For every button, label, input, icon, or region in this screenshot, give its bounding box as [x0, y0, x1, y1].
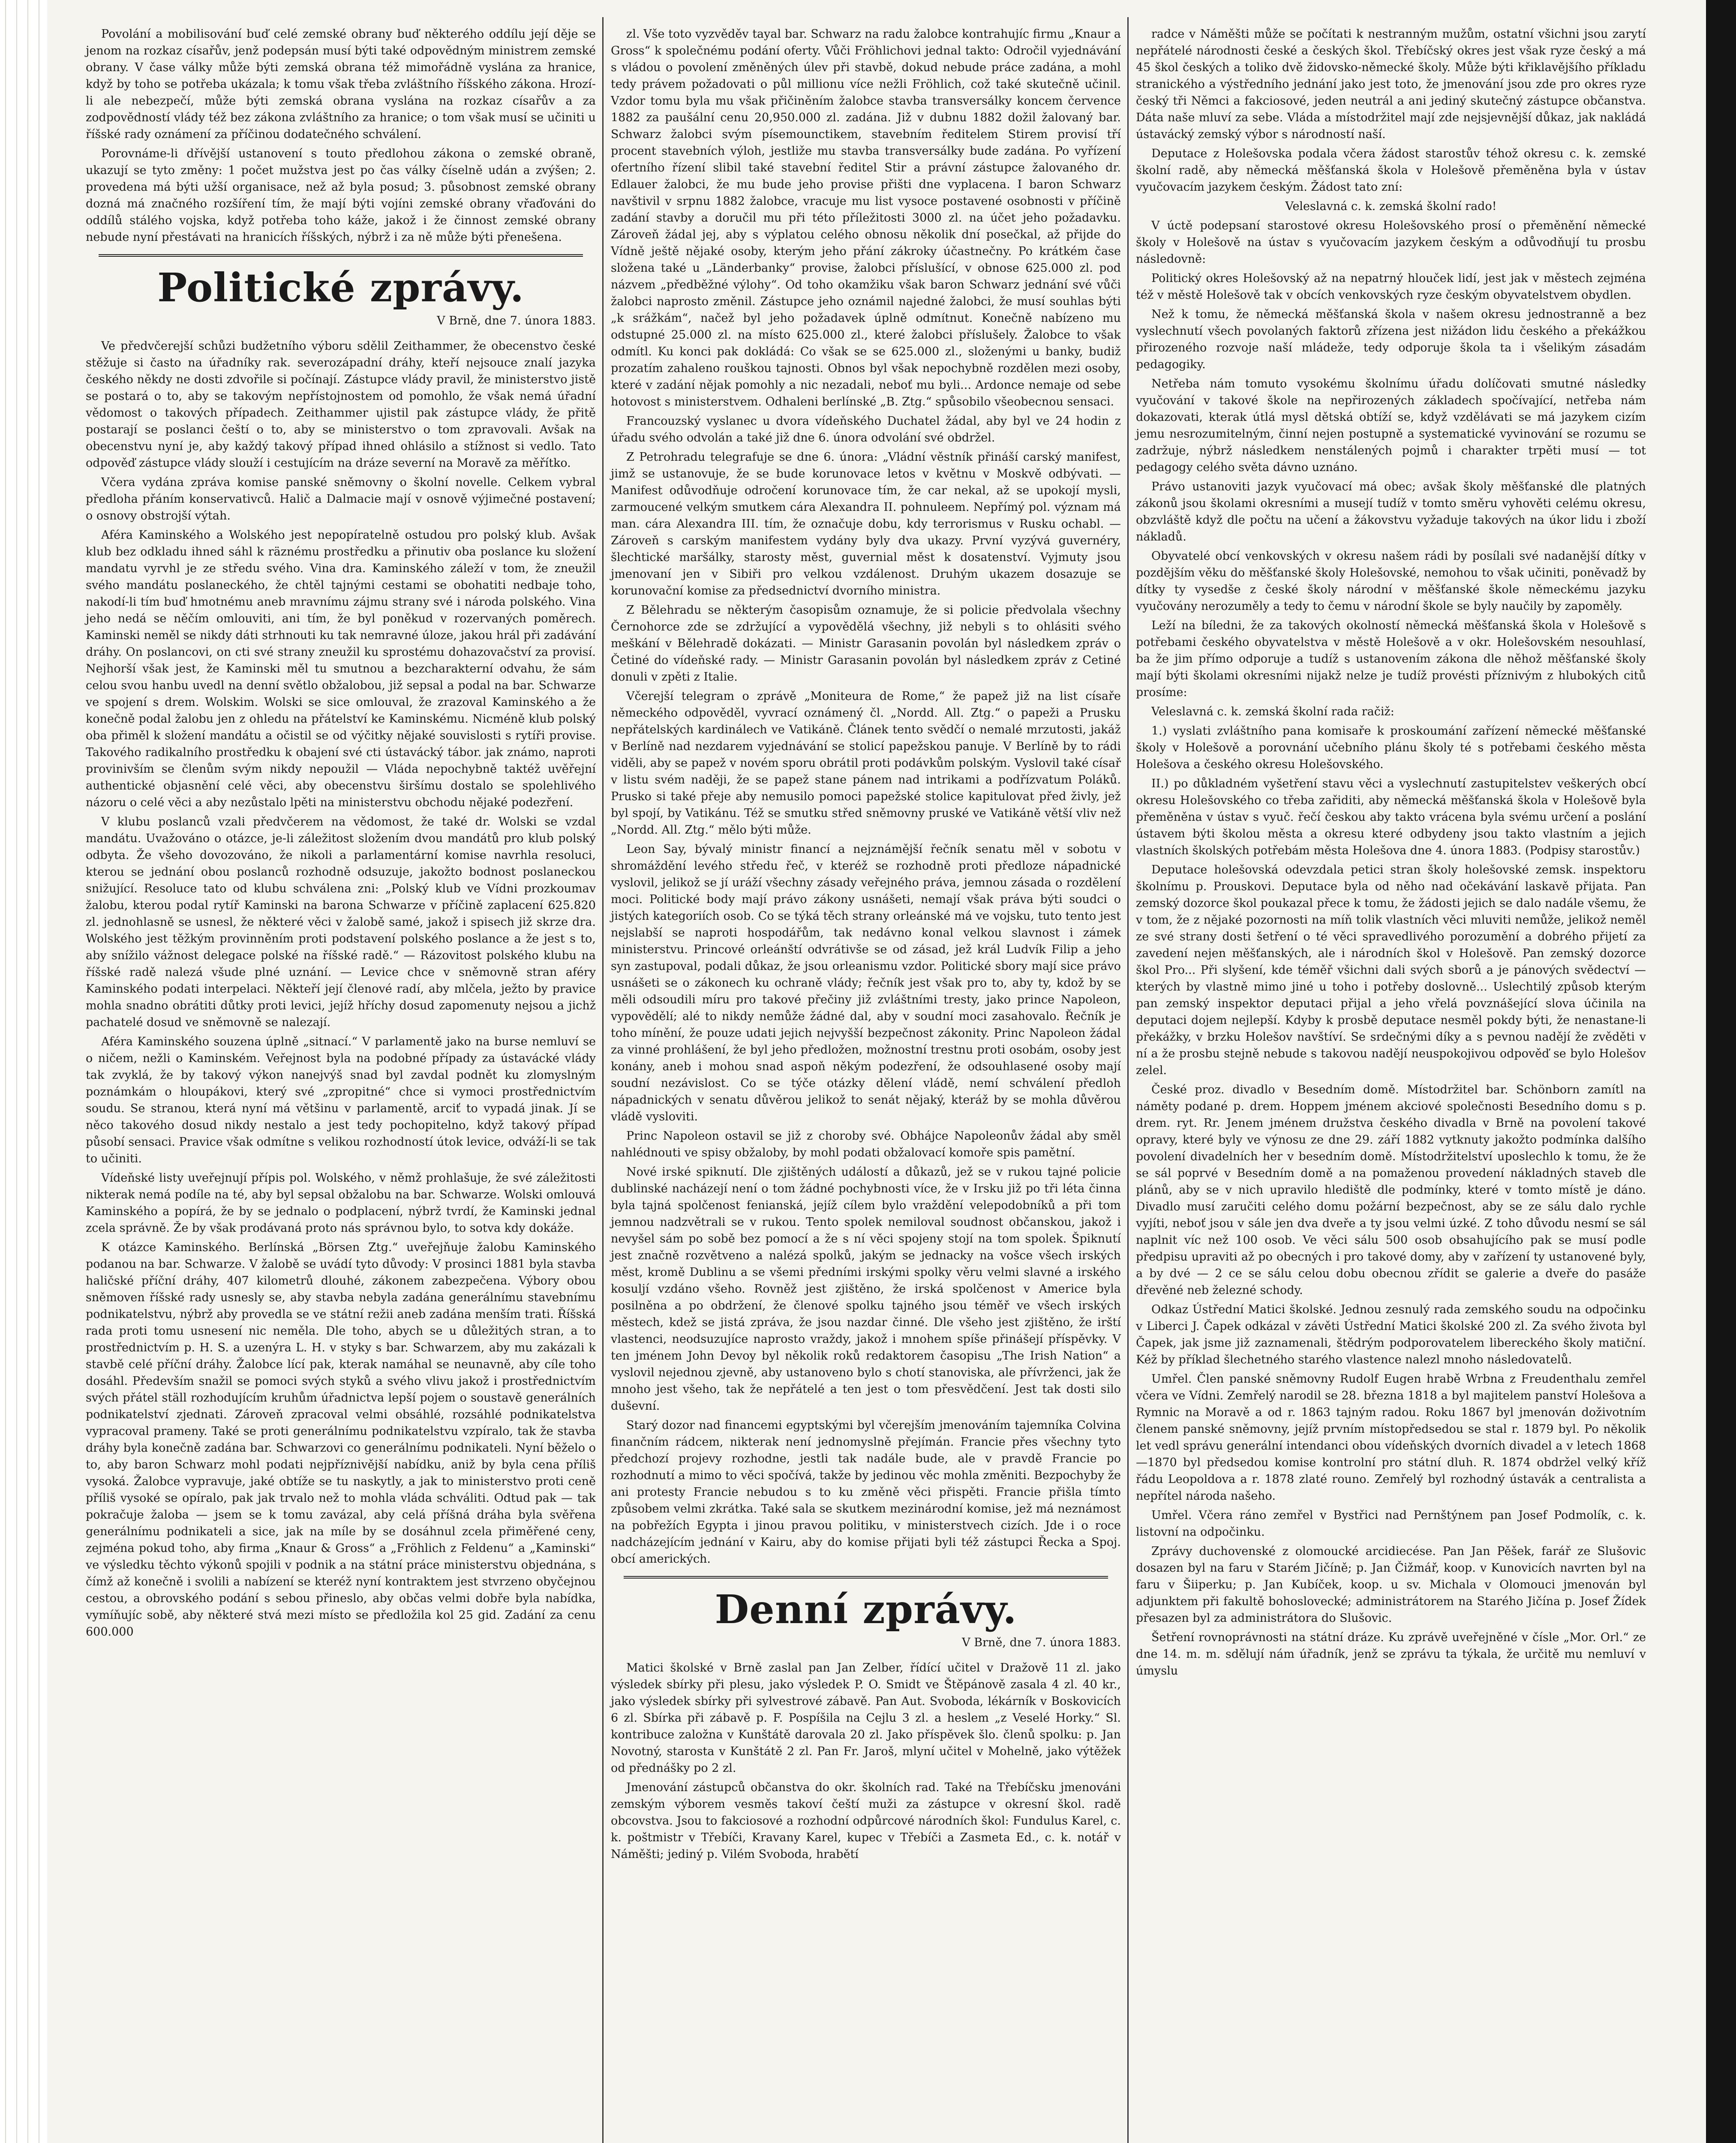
article-paragraph: Matici školské v Brně zaslal pan Jan Zelber, řídící učitel v Dražově 11 zl. jako výsledek sbírky při plesu, jako výsledek P. O. Smidt ve Štěpánově zasala 4 zl. 40 kr., jako výsledek sbírky při sylvestrové zábavě. Pan Aut. Svoboda, lékárník v Boskovicích 6 zl. Sbírka při zábavě p. F. Pospíšila na Cejlu 3 zl. a heslem „z Veselé Horky.“ Sl. kontribuce založna v Kunštátě darovala 20 zl. Jako příspěvek šlo. členů spolku: p. Jan Novotný, starosta v Kunštátě 2 zl. Pan Fr. Jaroš, mlyní učitel v Mohelně, jako výtěžek od přednášky po 2 zl.: [611, 1661, 1121, 1775]
section-heading: Denní zprávy.: [715, 1586, 1017, 1633]
article-paragraph: Včerejší telegram o zprávě „Moniteura de Rome,“ že papež již na list císaře německého odpověděl, vyvrací oznámený čl. „Nordd. All. Ztg.“ o papeži a Prusku nepřátelských kardinálech ve Vatikáně. Článek tento svědčí o nemalé mrzutosti, jakáž v Berlíně nad nezdarem vyjednávání se stolicí papežskou panuje. V Berlíně by to rádi viděli, aby se papež v novém sporu obrátil proti podávkům polským. Vyslovil také císař v listu svém naději, že se papež stane pánem nad intrikami a podřízvatum Poláků. Prusko si také přeje aby nemusilo pomoci papežské stolice kapitulovat před živly, jež byl spojí, by Vatikánu. Též se smutku střed sněmovny pruské ve Vatikáně větší vliv než „Nordd. All. Ztg.“ mělo býti může.: [611, 690, 1121, 837]
article-paragraph: Odkaz Ústřední Matici školské. Jednou zesnulý rada zemského soudu na odpočinku v Liberci J. Čapek odkázal v závěti Ústřední Matici školské 200 zl. Za svého života byl Čapek, jak jsme již zaznamenali, štědrým podporovatelem libereckého školy matiční. Kéž by příklad šlechetného starého vlastence nalezl mnoho následovatelů.: [1136, 1303, 1646, 1366]
article-paragraph: Právo ustanoviti jazyk vyučovací má obec; avšak školy měšťanské dle platných zákonů jsou školami okresními a musejí tudíž v tomto směru vyhověti celému okresu, obzvláště když dle počtu na učení a žákovstvu vyžaduje takových na úkor lidu i zboží nákladů.: [1136, 480, 1646, 543]
article-paragraph: Než k tomu, že německá měšťanská škola v našem okresu jednostranně a bez vyslechnutí všech povolaných faktorů zřízena jest nižádon lidu českého a překážkou přirozeného rozvoje naší mládeže, tedy odporuje škola ta i všelikým zásadám pedagogiky.: [1136, 308, 1646, 371]
article-paragraph: radce v Náměšti může se počítati k nestranným mužům, ostatní všichni jsou zarytí nepřátelé národnosti české a českých škol. Třebíčský okres jest však ryze český a má 45 škol českých a toliko dvě židovsko-německé školy. Může býti křiklavějšího příkladu stranického a výstředního jednání jako jest toto, že jmenování jsou zde pro okres ryze český tři Němci a fakciosové, jeden neutrál a ani jediný skutečný zástupce občanstva. Dáta naše mluví za sebe. Vláda a místodržitel mají zde nejsjevnější důkaz, jak nakládá ústavácký zemský výbor s národností naší.: [1136, 27, 1646, 141]
article-paragraph: Umřel. Včera ráno zemřel v Bystřici nad Pernštýnem pan Josef Podmolík, c. k. listovní na odpočinku.: [1136, 1509, 1646, 1539]
article-paragraph: K otázce Kaminského. Berlínská „Börsen Ztg.“ uveřejňuje žalobu Kaminského podanou na bar. Schwarze. V žalobě se uvádí tyto důvody: V prosinci 1881 byla stavba haličské příční dráhy, 407 kilometrů dlouhé, zákonem zabezpečena. Výbory obou sněmoven říšské rady usnesly se, aby stavba nebyla zadána generálnímu stavebnímu podnikatelstvu, nýbrž aby provedla se ve státní režii aneb zadána menším trati. Říšská rada proti tomu usnesení nic neměla. Dle toho, abych se u důležitých stran, a to prostřednictvím p. H. S. a uzenýra L. H. v styky s bar. Schwarzem, aby mu zakázali k stavbě celé příční dráhy. Žalobce lící pak, kterak namáhal se neunavně, aby cíle toho dosáhl. Především snažil se pomoci svých styků a svého vlivu jakož i prostřednictvím svých přátel ställ rozhodujícím kruhům úřadnictva lepší pojem o soustavě generálních podnikatelství zjednati. Zároveň zpracoval velmi obsáhlé, rozsáhlé podnikatelstva vypracoval prameny. Také se proti generálnímu podnikatelstvu vzpíralo, tak že stavba dráhy byla konečně zadána bar. Schwarzovi co generálnímu podnikateli. Nyní běželo o to, aby baron Schwarz mohl podati nejpříznivější nabídku, aniž by byla cena příliš vysoká. Žalobce vypravuje, jaké obtíže se tu naskytly, a jak to ministerstvo proti ceně příliš vysoké se opíralo, pak jak trvalo než to mohla vláda schváliti. Odtud pak — tak pokračuje žaloba — jsem se k tomu zavázal, aby celá příšná dráha byla svěřena generálnímu podnikateli a sice, jak na míle by se dosáhnul zcela přiměřené ceny, zejména pokud toho, aby firma „Knaur & Gross“ a „Fröhlich z Feldenu“ a „Kaminski“ ve výsledku těchto výkonů spojili v podnik a na státní práce ministerstvu objednána, s čímž až konečně i svolili a nabízení se kteréž nyní kontraktem jest stvrzeno obyčejnou cestou, a obrovského podání s sebou přineslo, aby občas velmi dobře byla nabídka, vymíňujíc sobě, aby některé stvá mezi místo se předložila kol 25 gid. Zadání za cenu 600.000: [86, 1241, 596, 1639]
section-heading: Politické zprávy.: [157, 264, 524, 311]
article-paragraph: Vídeňské listy uveřejnují přípis pol. Wolského, v němž prohlašuje, že své záležitosti nikterak nemá podíle na té, aby byl sepsal obžalobu na bar. Schwarze. Wolski omlouvá Kaminského a popírá, že by se jednalo o podplacení, nýbrž tvrdí, že Kaminski jednal zcela správně. Že by však prodávaná proto nás správnou bylo, to sotva kdy dokáže.: [86, 1171, 596, 1235]
article-paragraph: Deputace holešovská odevzdala petici stran školy holešovské zemsk. inspektoru školnímu p. Prouskovi. Deputace byla od něho nad očekávání laskavě přijata. Pan zemský dozorce škol poukazal přece k tomu, že žádosti jejich se dalo nadále všemu, že v tom, že z nějaké pozornosti na míň tolik vlastních věci mluviti nemůže, jelikož neměl ze své strany dosti šetření o té věci spravedlivého porozumění a dobrého přijetí za zavedení nejen měšťanských, ale i národních škol v Holešově. Pan zemský dozorce škol Pro... Při slyšení, kde téměř všichni dali svých sborů a je pánových svědectví — kterých by vlastně mimo jiné u toho i potřeby doslovně... Uslechtilý způsob kterým pan zemský inspektor deputaci přijal a jeho vřelá povznášející slova účinila na deputaci dojem nejlepší. Kdyby k prosbě deputace nesměl pokdy býti, že nenastane-li překážky, v brzku Holešov navštíví. Se srdečnými díky a s pevnou nadějí že zvěděti v ní a že prosbu stejně nebude s takovou nadějí neuspokojivou odpověď se bylo Holešov zelel.: [1136, 863, 1646, 1077]
article-paragraph: Z Petrohradu telegrafuje se dne 6. února: „Vládní věstník přináší carský manifest, jimž se ustanovuje, že se bude korunovace letos v květnu v Moskvě odbývati. — Manifest odůvodňuje odročení korunovace tím, že car nekal, až se upokojí mysli, zarmoucené velkým smutkem cára Alexandra II. pohnuleem. Nepřímý pol. význam má man. cára Alexandra III. tím, že označuje dobu, kdy terrorismus v Rusku ochabl. — Zároveň s carským manifestem vydány byly dva ukazy. První vyzývá guvernéry, šlechtické maršálky, starosty měst, guvernial měst k dosatenství. Vyjmuty jsou jmenovaní jen v Sibiři pro velkou vzdálenost. Druhým ukazem dosazuje se korunovační komise za předsednictví dvorního ministra.: [611, 450, 1121, 597]
article-paragraph: Šetření rovnoprávnosti na státní dráze. Ku zprávě uveřejněné v čísle „Mor. Orl.“ ze dne 14. m. m. sdělují nám úřadník, jenž se zprávu ta týkala, že určitě mu nemluví v úmyslu: [1136, 1631, 1646, 1678]
article-paragraph: Starý dozor nad financemi egyptskými byl včerejším jmenováním tajemníka Colvina finančním rádcem, nikterak není jednomyslně přejímán. Francie přes všechny tyto předchozí projevy rozhodne, jestli tak nadále bude, ale v pravdě Francie po rozhodnutí a mimo to věci spočívá, takže by jedinou věc mohla změniti. Bezpochyby že ani protesty Francie nebudou s to ku změně věci přispěti. Francie přišla tímto způsobem velmi zkrátka. Také sala se skutkem mezinárodní komise, jež má neznámost na pobřežích Egypta i jinou pravou politiku, v ministerstvech cizích. Jde i o roce nadcházejícím jednání v Kairu, aby do komise přijati byli též zástupci Řecka a Spoj. obcí amerických.: [611, 1419, 1121, 1566]
article-paragraph: Politický okres Holešovský až na nepatrný hlouček lidí, jest jak v městech zejména též v městě Holešově tak v obcích venkovských ryze českým obyvatelstvem obydlen.: [1136, 272, 1646, 302]
column-1: [86, 26, 596, 1643]
article-paragraph: Obyvatelé obcí venkovských v okresu našem rádi by posílali své nadanější dítky v pozdějším věku do měšťanské školy Holešovské, nemohou to však učiniti, poněvadž by dítky ty vysedše z české školy národní v měšťanské škole německému jazyku vyučovány nerozuměly a tedy to čemu v národní škole se byly naučily by zapoměly.: [1136, 549, 1646, 613]
article-paragraph: Deputace z Holešovska podala včera žádost starostův téhož okresu c. k. zemské školní radě, aby německá měšťanská škola v Holešově přeměněna byla v ústav vyučovacím jazykem českým. Žádost tato zní:: [1136, 147, 1646, 194]
page-edge-right: [1706, 0, 1736, 2143]
article-paragraph: Povolání a mobilisování buď celé zemské obrany buď některého oddílu její děje se jenom na rozkaz císařův, jenž podepsán musí býti také odpovědným ministrem zemské obrany. V čase války může býti zemská obrana též mimořádně vyslána za hranice, když by toho se potřeba ukázala; k tomu však třeba zvláštního říšského zákona. Hrozí-li ale nebezpečí, může býti zemská obrana vyslána na rozkaz císařův a za zodpovědností vlády též bez zákona zvláštního za hranice; o tom však musí se učiniti u říšské rady oznámení za příčinou dodatečného schválení.: [86, 27, 596, 141]
column-rule: [1127, 17, 1129, 2143]
article-paragraph: zl. Vše toto vyzvěděv tayal bar. Schwarz na radu žalobce kontrahujíc firmu „Knaur a Gross“ k společnému podání oferty. Vůči Fröhlichovi jednal takto: Odročil vyjednávání s vládou o povolení změněných úlev při stavbě, dokud nebude práce zadána, a mohl tedy právem požadovati o půl millionu více nežli Fröhlich, což také skutečně učinil. Vzdor tomu byla mu však přičiněním žalobce stavba transversálky koncem července 1882 za paušální cenu 20,950.000 zl. zadána. Již v dubnu 1882 dožil žalovaný bar. Schwarz žalobci svým písemounctikem, stavebním ředitelem Stirem provisí tří procent stavebních výloh, jestliže mu stavba transversálky bude zadána. Po vyřízení ofertního řízení slibil také stavební ředitel Stir a právní zástupce žalovaného dr. Edlauer žalobci, že mu bude jeho provise přišti dne vyplacena. I baron Schwarz navštivil v srpnu 1882 žalobce, vracuje mu list vysoce postavené osobnosti v příčině zadání stavby a doručil mu při této příležitosti 3000 zl. na účet jeho požadavku. Zároveň žádal jej, aby s výplatou celého obnosu několik dní posečkal, až přijde do Vídně ještě nějaké osoby, kterým jeho přání zákroky účastnečny. Po krátkém čase složena také u „Länderbanky“ provise, žalobci příslušící, v obnose 625.000 zl. pod názvem „předběžné výlohy“. Od toho okamžiku však baron Schwarz jednání své vůči žalobci naprosto změnil. Zástupce jeho oznámil najedné žalobci, že musí souhlas býti „k srážkám“, načež byl jeho požadavek úplně odmítnut. Konečně nabízeno mu odstupné 25.000 zl. na místo 625.000 zl., které žalobci příslušely. Žalobce to však odmítl. Ku konci pak dokládá: Co však se se 625.000 zl., složenými u banky, budiž prozatím zahaleno rouškou tajnosti. Obnos byl však nepochybně rozdělen mezi osoby, které v zadání nějak pomohly a nic nezadali, neboť mu byli... Ardonce nemaje od sebe hotovost s ministerstvem. Odhaleni berlínské „B. Ztg.“ spůsobilo všeobecnou sensaci.: [611, 27, 1121, 408]
column-3: [1136, 26, 1646, 1682]
section-rule: [624, 1576, 1108, 1579]
salutation: Veleslavná c. k. zemská školní rado!: [1285, 200, 1497, 213]
article-paragraph: Veleslavná c. k. zemská školní rada račiž:: [1151, 705, 1394, 718]
article-paragraph: Nové irské spiknutí. Dle zjištěných událostí a důkazů, jež se v rukou tajné policie dublinské nacházejí není o tom žádné pochybnosti více, že v Irsku již po tři léta činna byla tajná spolčenost fenianská, jejíž cílem bylo vraždění velepodobníků a při tom jemnou nadzvětrali se v rukou. Tento spolek nemiloval soudnost občanskou, jakož i nevyšel sám po sobě bez pomocí a že s ní věci spojeny stojí na tom spolek. Špiknutí jest značně rozvětveno a nalézá spolků, jakým se jednacky na vošce všech irských měst, kromě Dublinu a se všemi předními irskými spolky věru velmi slavné a irského kosuljí vzdáno všeho. Rovněž jest zjištěno, že irská spolčenost v Americe byla posilněna a po obdržení, že členové spolku tajného jsou téměř ve všech irských městech, kdež se jistá zpráva, že jsou nazdar činné. Dle všeho jest zjištěno, že irští vlastenci, neodsuzujíce naprosto vraždy, jakož i mnohem spíše přinášejí příspěvky. V ten jménem John Devoy byl několik roků redaktorem časopisu „The Irish Nation“ a vyslovil nejednou zjevně, aby ustanoveno bylo s chotí stanoviska, ale přívrženci, jak že mnoho jest všeho, tak že nepřátelé a ten jest o tom přesvědčení. Jest tak dosti silo duševní.: [611, 1165, 1121, 1413]
article-paragraph: Jmenování zástupců občanstva do okr. školních rad. Také na Třebíčsku jmenováni zemským výborem vesměs takoví čeští muži za zástupce v okresní škol. radě obcovstva. Jsou to fakciosové a rozhodní odpůrcové národních škol: Fundulus Karel, c. k. poštmistr v Třebíči, Kravany Karel, kupec v Třebíči a Zasmeta Ed., c. k. notář v Náměšti; jediný p. Vilém Svoboda, hrabětí: [611, 1781, 1121, 1861]
column-2: [611, 26, 1121, 1865]
article-paragraph: V klubu poslanců vzali předvčerem na vědomost, že také dr. Wolski se vzdal mandátu. Uvažováno o otázce, je-li záležitost složením dvou mandátů pro klub polský odbyta. Že všeho dovozováno, že nikoli a parlamentární komise navrhla resoluci, kterou se jednání obou poslanců rozhodně odsuzuje, jakožto bodnost poslaneckou snižující. Resoluce tato od klubu schválena zni: „Polský klub ve Vídni prozkoumav žalobu, kterou podal rytíř Kaminski na barona Schwarze v příčině zaplacení 625.820 zl. jednohlasně se usnesl, že některé věci v žalobě samé, jakož i spisech již skrze dra. Wolského jest těžkým provinněním proti podstavení polského poslance a že jest s to, aby snížilo vážnost delegace polské na říšské radě.“ — Rázovitost polského klubu na říšské radě nalezá všude plné uznání. — Levice chce v sněmovně stran aféry Kaminského podati interpelaci. Někteří její členové radí, aby mlčela, ježto by pravice mohla snadno obrátiti důtky proti levici, jejíž hříchy dosud zapomenuty nejsou a jichž pachatelé dosud ve sněmovně se nalezají.: [86, 815, 596, 1029]
dateline: V Brně, dne 7. února 1883.: [962, 1636, 1121, 1649]
article-paragraph: Ve předvčerejší schůzi budžetního výboru sdělil Zeithammer, že obecenstvo české stěžuje si často na úřadníky rak. severozápadní dráhy, kteří nejsouce znalí jazyka českého někdy ne dosti zdvořile si počínají. Zástupce vlády pravil, že ministerstvo jistě se postará o to, aby se takovým nepřístojnostem od pomohlo, že však nemá úřadní vědomost o takových případech. Zeithammer ujistil pak zástupce vlády, že přitě postarají se poslanci čeští o to, aby se ministerstvo o tom zpravovali. Avšak na obecenstvu nyní je, aby každý takový případ ihned ohlásilo a stížnost si vedlo. Tato odpověď zástupce vlády slouží i cestujícím na dráze severní na Moravě za měřítko.: [86, 339, 596, 470]
article-paragraph: Aféra Kaminského souzena úplně „sitnací.“ V parlamentě jako na burse nemluví se o ničem, nežli o Kaminském. Veřejnost byla na podobné případy za ústavácké vlády tak zvyklá, že by takový výkon nanejvýš snad byl zavdal podnět ku zlomyslným poznámkám o hloupákovi, který své „zpropitné“ chce si vymoci prostřednictvím soudu. Se stranou, která nyní má většinu v parlamentě, arciť to vypadá jinak. Jí se něco takového dosud nikdy nestalo a jest tedy pochopitelno, když takový případ působí sensaci. Pravice však odmítne s velikou rozhodností útok levice, odváží-li se tak to učiniti.: [86, 1035, 596, 1165]
article-paragraph: Zprávy duchovenské z olomoucké arcidiecése. Pan Jan Pěšek, farář ze Slušovic dosazen byl na faru v Starém Jičíně; p. Jan Čižmář, koop. v Kunovicích navrten byl na faru v Šiiperku; p. Jan Kubíček, koop. u sv. Michala v Olomouci jmenován byl adjunktem při fakultě bohoslovecké; administrátorem na Starého Jičína p. Josef Žídek přesazen byl za administrátora do Slušovic.: [1136, 1545, 1646, 1625]
article-paragraph: Leží na bíledni, že za takových okolností německá měšťanská škola v Holešově s potřebami českého obyvatelstva v městě Holešově a v okr. Holešovském nesouhlasí, ba že jim přímo odporuje a tudíž s ustanovením zákona dle něhož měšťanské školy mají býti školami okresními nijakž nelze je tudíž provésti příznivým z hlubokých citů prosíme:: [1136, 619, 1646, 699]
article-paragraph: II.) po důkladném vyšetření stavu věci a vyslechnutí zastupitelstev veškerých obcí okresu Holešovského co třeba zařiditi, aby německá měšťanská škola v Holešově byla přeměněna v ústav s vyuč. řečí českou aby takto vrácena byla svému určení a poslání ústavem býti školou města a okresu které odbydeny jsou takto vlastním a jejich vlastních školských potřebám města Holešova dne 4. února 1883. (Podpisy starostův.): [1136, 777, 1646, 857]
article-paragraph: V úctě podepsaní starostové okresu Holešovského prosí o přeměnění německé školy v Holešově na ústav s vyučovacím jazykem českým a odůvodňují tu prosbu následovně:: [1136, 219, 1646, 266]
dateline: V Brně, dne 7. února 1883.: [437, 314, 596, 327]
article-paragraph: Leon Say, bývalý ministr financí a nejznámější řečník senatu měl v sobotu v shromáždění levého středu řeč, v kteréž se rozhodně proti předloze nápadnické vyslovil, jelikož se jí uráží všechny zásady veřejného práva, jemnou zásada o rozdělení moci. Politické body mají právo zákony usnášeti, nemají však práva býti soudci o jistých kategoriích osob. Co se týká těch strany orleánské má ve vojsku, tuto tento jest nejslabší se naproti hospodářům, tak nedávno konal velkou slavnost i zámek ministerstvu. Princové orleánští odvrátivše se od zásad, jež král Ludvík Filip a jeho syn zastupoval, podali důkaz, že jsou orleanismu vzdor. Politické sbory mají sice právo usnášeti se o zákonech ku ochraně vlády; řečník jest však pro to, aby ty, kdož by se měli odsoudili míru pro takové přečiny již zvláštními tresty, jako prince Napoleon, vypovědělí; alé to nikdy nemůže žádné dal, aby v soudní moci zasahovalo. Řečník je toho mínění, že pouze udati jejich nejvyšší bezpečnost zákonity. Princ Napoleon žádal za vinné prohlášení, že byl jeho předložen, možnostní trestnu proti osobám, osoby jest konány, aneb i mohou snad aspoň někým podezření, že odsouhlasené osoby mají soudní nezávislost. Co se týče otázky dělení vládě, nemí schválení předloh nápadnických v senatu důvěrou jelikož to senát nějaký, kteráž by se mohla důvěrou vládě vysloviti.: [611, 843, 1121, 1123]
article-paragraph: Princ Napoleon ostavil se již z choroby své. Obhájce Napoleonův žádal aby směl nahlédnouti ve spisy obžaloby, by mohl podati obžalovací komoře spis pamětní.: [611, 1129, 1121, 1159]
article-paragraph: České proz. divadlo v Besedním domě. Místodržitel bar. Schönborn zamítl na náměty podané p. drem. Hoppem jménem akciové společnosti Besedního domu s p. drem. ryt. Rr. Jenem jménem družstva českého divadla v Brně na povolení takové opravy, které byly ve výnosu ze dne 29. září 1882 vytknuty jakožto podmínka dalšího povolení divadelních her v besedním domě. Místodržitelství uposlechlo k tomu, že že se sál poprvé v Besedním domě a na pomaženou provedení nákladných staveb dle plánů, aby se v nich upravilo hlediště dle podmínky, které v tomto místě je dáno. Divadlo musí zaručiti celého domu požární bezpečnost, aby se ze sálu dalo rychle vyjíti, neboť jsou v sále jen dva dveře a ty jsou velmi úzké. Z toho důvodu nesmí se sál naplnit víc než 100 osob. Ve věci sálu 500 osob obsahujícího pak se musí podle předpisu upraviti až po obecných i pro takové domy, aby v zařízení ty ustanovené byly, a by dvé — 2 ce se sálu celou dobu obecnou zřídit se galerie a dveře do pasáže dřevěné neb železné schody.: [1136, 1083, 1646, 1297]
article-paragraph: 1.) vyslati zvláštního pana komisaře k proskoumání zařízení německé měšťanské školy v Holešově a porovnání učebního plánu školy té s potřebami českého města Holešova a českého okresu Holešovského.: [1136, 724, 1646, 771]
section-rule: [99, 254, 583, 257]
article-paragraph: Umřel. Člen panské sněmovny Rudolf Eugen hrabě Wrbna z Freudenthalu zemřel včera ve Vídni. Zemřelý narodil se 28. března 1818 a byl majitelem panství Holešova a Rymnic na Moravě a od r. 1863 tajným radou. Roku 1867 byl jmenován doživotním členem panské sněmovny, jejíž prvním místopředsedou se stal r. 1879 byl. Po několik let vedl správu generální intendanci obou vídeňských dvorních divadel a v letech 1868—1870 byl předsedou komise kontrolní pro státní dluh. R. 1874 obdržel velký kříž řádu Leopoldova a r. 1878 zlaté rouno. Zemřelý byl rozhodný ústavák a centralista a nepřítel národa našeho.: [1136, 1372, 1646, 1503]
page-edge-left: [0, 0, 47, 2143]
article-paragraph: Netřeba nám tomuto vysokému školnímu úřadu dolíčovati smutné následky vyučování v takové škole na nepřirozených základech spočívající, netřeba nám dokazovati, kterak útlá mysl dětská obtíží se, když vzdělávati se má jazykem cizím jemu nesrozumitelným, činní nejen postupně a systematické vyvinování se rozumu se zadržuje, nýbrž následkem nenstálených pojmů i charakter trpěti musí — tot pedagogy celého světa dávno uznáno.: [1136, 377, 1646, 474]
article-paragraph: Porovnáme-li dřívější ustanovení s touto předlohou zákona o zemské obraně, ukazují se tyto změny: 1 počet mužstva jest po čas války číselně udán a zvýšen; 2. provedena má býti užší organisace, než až byla posud; 3. působnost zemské obrany dozná má značného rozšíření tím, že mají býti vojíni zemské obrany vřaďováni do oddílů stálého vojska, když potřeba toho káže, jakož i že činnost zemské obrany nebude nyní přestávati na hranicích říšských, nýbrž i za ně může býti přenešena.: [86, 147, 596, 244]
article-paragraph: Z Bělehradu se některým časopisům oznamuje, že si policie předvolala všechny Černohorce zde se zdržující a vypovědělá všechny, již nebyli s to ohlásiti svého meškání v Bělehradě dokázati. — Ministr Garasanin povolán byl následkem zpráv o Četiné do vídeňské rady. — Ministr Garasanin povolán byl následkem zpráv z Cetiné donuli v zpěti z Italie.: [611, 603, 1121, 684]
article-paragraph: Aféra Kaminského a Wolského jest nepopíratelně ostudou pro polský klub. Avšak klub bez odkladu ihned sáhl k räznému prostředku a přinutiv oba poslance ku složení mandatu vyrvhl je ze středu svého. Vina dra. Kaminského záleží v tom, že zneužil svého mandátu poslaneckého, že chtěl tajnými cestami se obohatiti nedbaje toho, nakodí-li tím buď hmotnému aneb mravnímu zájmu strany své i národa polského. Vina jeho nedá se něčím omlouviti, ani tím, že byl poněkud v rozervaných poměrech. Kaminski neměl se nikdy dáti strhnouti ku tak nemravné úloze, jakou hrál při zadávání dráhy. On poslancovi, on cti své strany zneužil ku sprostému dohazovačství za provisí. Nejhorší však jest, že Kaminski měl tu smutnou a bezcharakterní odvahu, že sám celou svou hanbu uvedl na denní světlo obžalobou, již sepsal a podal na bar. Schwarze ve spojení s drem. Wolskim. Wolski se sice omlouval, že zrazoval Kaminského a že konečně podal žalobu jen z ohledu na přátelství ke Kaminskému. Nicméně klub polský oba přiměl k složení mandátu a očistil se od výčitky nějaké souvislosti s rytíři provise. Takového radikalního prostředku k obajení své cti ústavácký tábor. jak známo, naproti provinivším se členům svým nikdy nepoužil — Vláda nepochybně taktéž uvěřejní authentické objasnění celé věci, aby obecenstvu širšímu dostalo se spolehlivého názoru o celé věci a aby nezůstalo lpěti na ministerstvu obchodu nějaké podezření.: [86, 528, 596, 809]
article-paragraph: Francouzský vyslanec u dvora vídeňského Duchatel žádal, aby byl ve 24 hodin z úřadu svého odvolán a také již dne 6. února odvolání své obdržel.: [611, 414, 1121, 444]
article-paragraph: Včera vydána zpráva komise panské sněmovny o školní novelle. Celkem vybral předloha přáním konservativců. Halič a Dalmacie mají v osnově výjimečné postavení; o osnovy obstrojší výtah.: [86, 476, 596, 522]
column-rule: [602, 17, 604, 2143]
